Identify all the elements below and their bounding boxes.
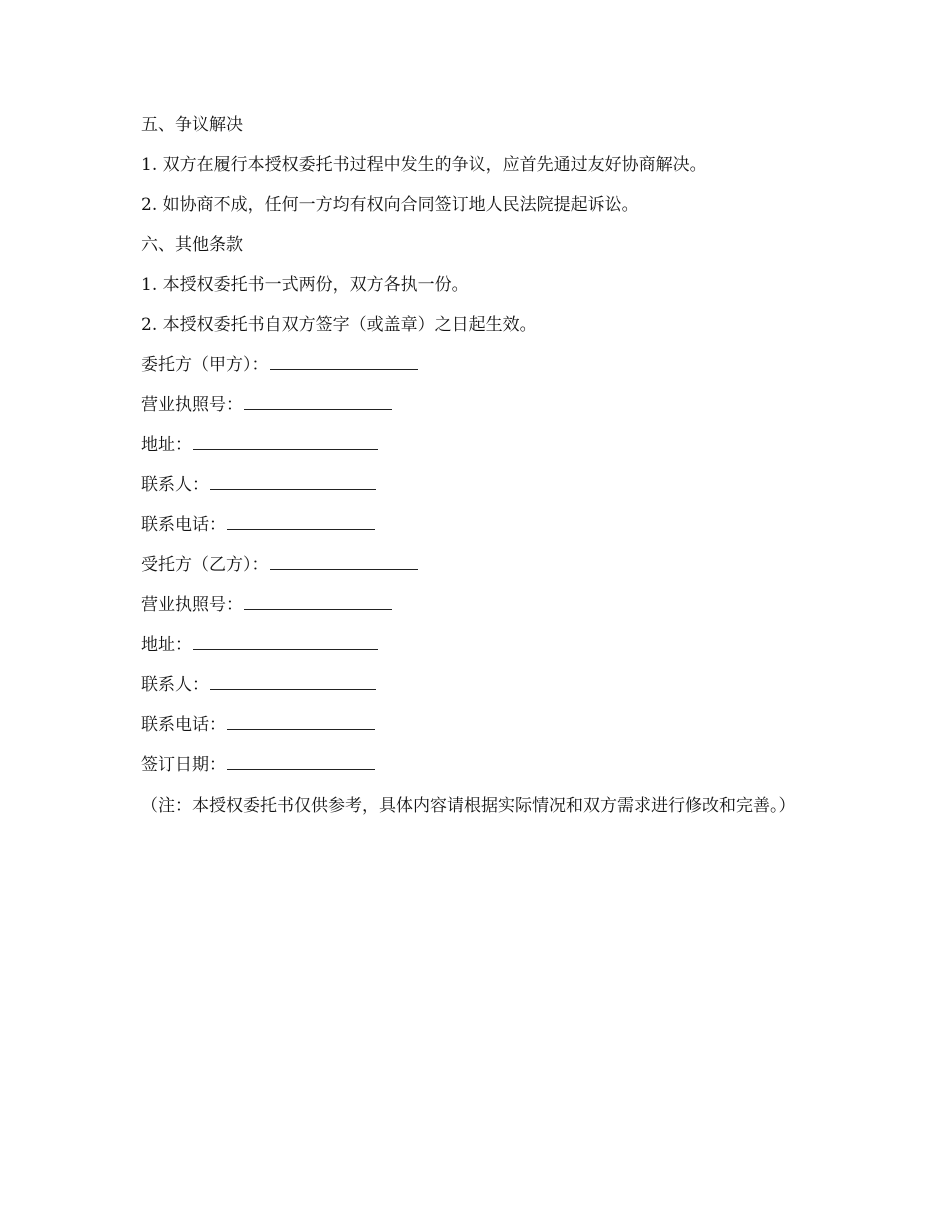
party-b-phone-blank[interactable] [227,715,375,730]
party-a-contact-label: 联系人： [141,475,209,495]
party-b-contact-field [141,675,376,695]
party-a-license-field [141,395,392,415]
principal-blank[interactable] [270,355,418,370]
section-5-item-1: 1. 双方在履行本授权委托书过程中发生的争议，应首先通过友好协商解决。 [141,155,707,175]
section-6-heading: 六、其他条款 [141,235,243,255]
party-a-phone-blank[interactable] [227,515,375,530]
party-b-address-blank[interactable] [193,635,378,650]
party-b-address-field [141,635,378,655]
party-b-license-field [141,595,392,615]
party-a-phone-label: 联系电话： [141,515,226,535]
section-5-heading: 五、争议解决 [141,115,243,135]
party-b-phone-field [141,715,375,735]
sign-date-blank[interactable] [227,755,375,770]
party-b-license-label: 营业执照号： [141,595,243,615]
party-a-phone-field [141,515,375,535]
footnote: （注：本授权委托书仅供参考，具体内容请根据实际情况和双方需求进行修改和完善。） [141,796,796,816]
party-a-contact-field [141,475,376,495]
party-a-contact-blank[interactable] [210,475,376,490]
sign-date-field [141,755,375,775]
party-a-address-blank[interactable] [193,435,378,450]
party-a-address-field [141,435,378,455]
party-a-address-label: 地址： [141,435,192,455]
agent-blank[interactable] [270,555,418,570]
principal-label: 委托方（甲方）： [141,355,269,375]
party-b-phone-label: 联系电话： [141,715,226,735]
party-b-license-blank[interactable] [244,595,392,610]
agent-field [141,555,418,575]
section-5-item-2: 2. 如协商不成，任何一方均有权向合同签订地人民法院提起诉讼。 [141,195,639,215]
party-a-license-blank[interactable] [244,395,392,410]
party-b-address-label: 地址： [141,635,192,655]
section-6-item-2: 2. 本授权委托书自双方签字（或盖章）之日起生效。 [141,315,537,335]
principal-field [141,355,418,375]
party-a-license-label: 营业执照号： [141,395,243,415]
party-b-contact-blank[interactable] [210,675,376,690]
sign-date-label: 签订日期： [141,755,226,775]
section-6-item-1: 1. 本授权委托书一式两份，双方各执一份。 [141,275,469,295]
party-b-contact-label: 联系人： [141,675,209,695]
agent-label: 受托方（乙方）： [141,555,269,575]
